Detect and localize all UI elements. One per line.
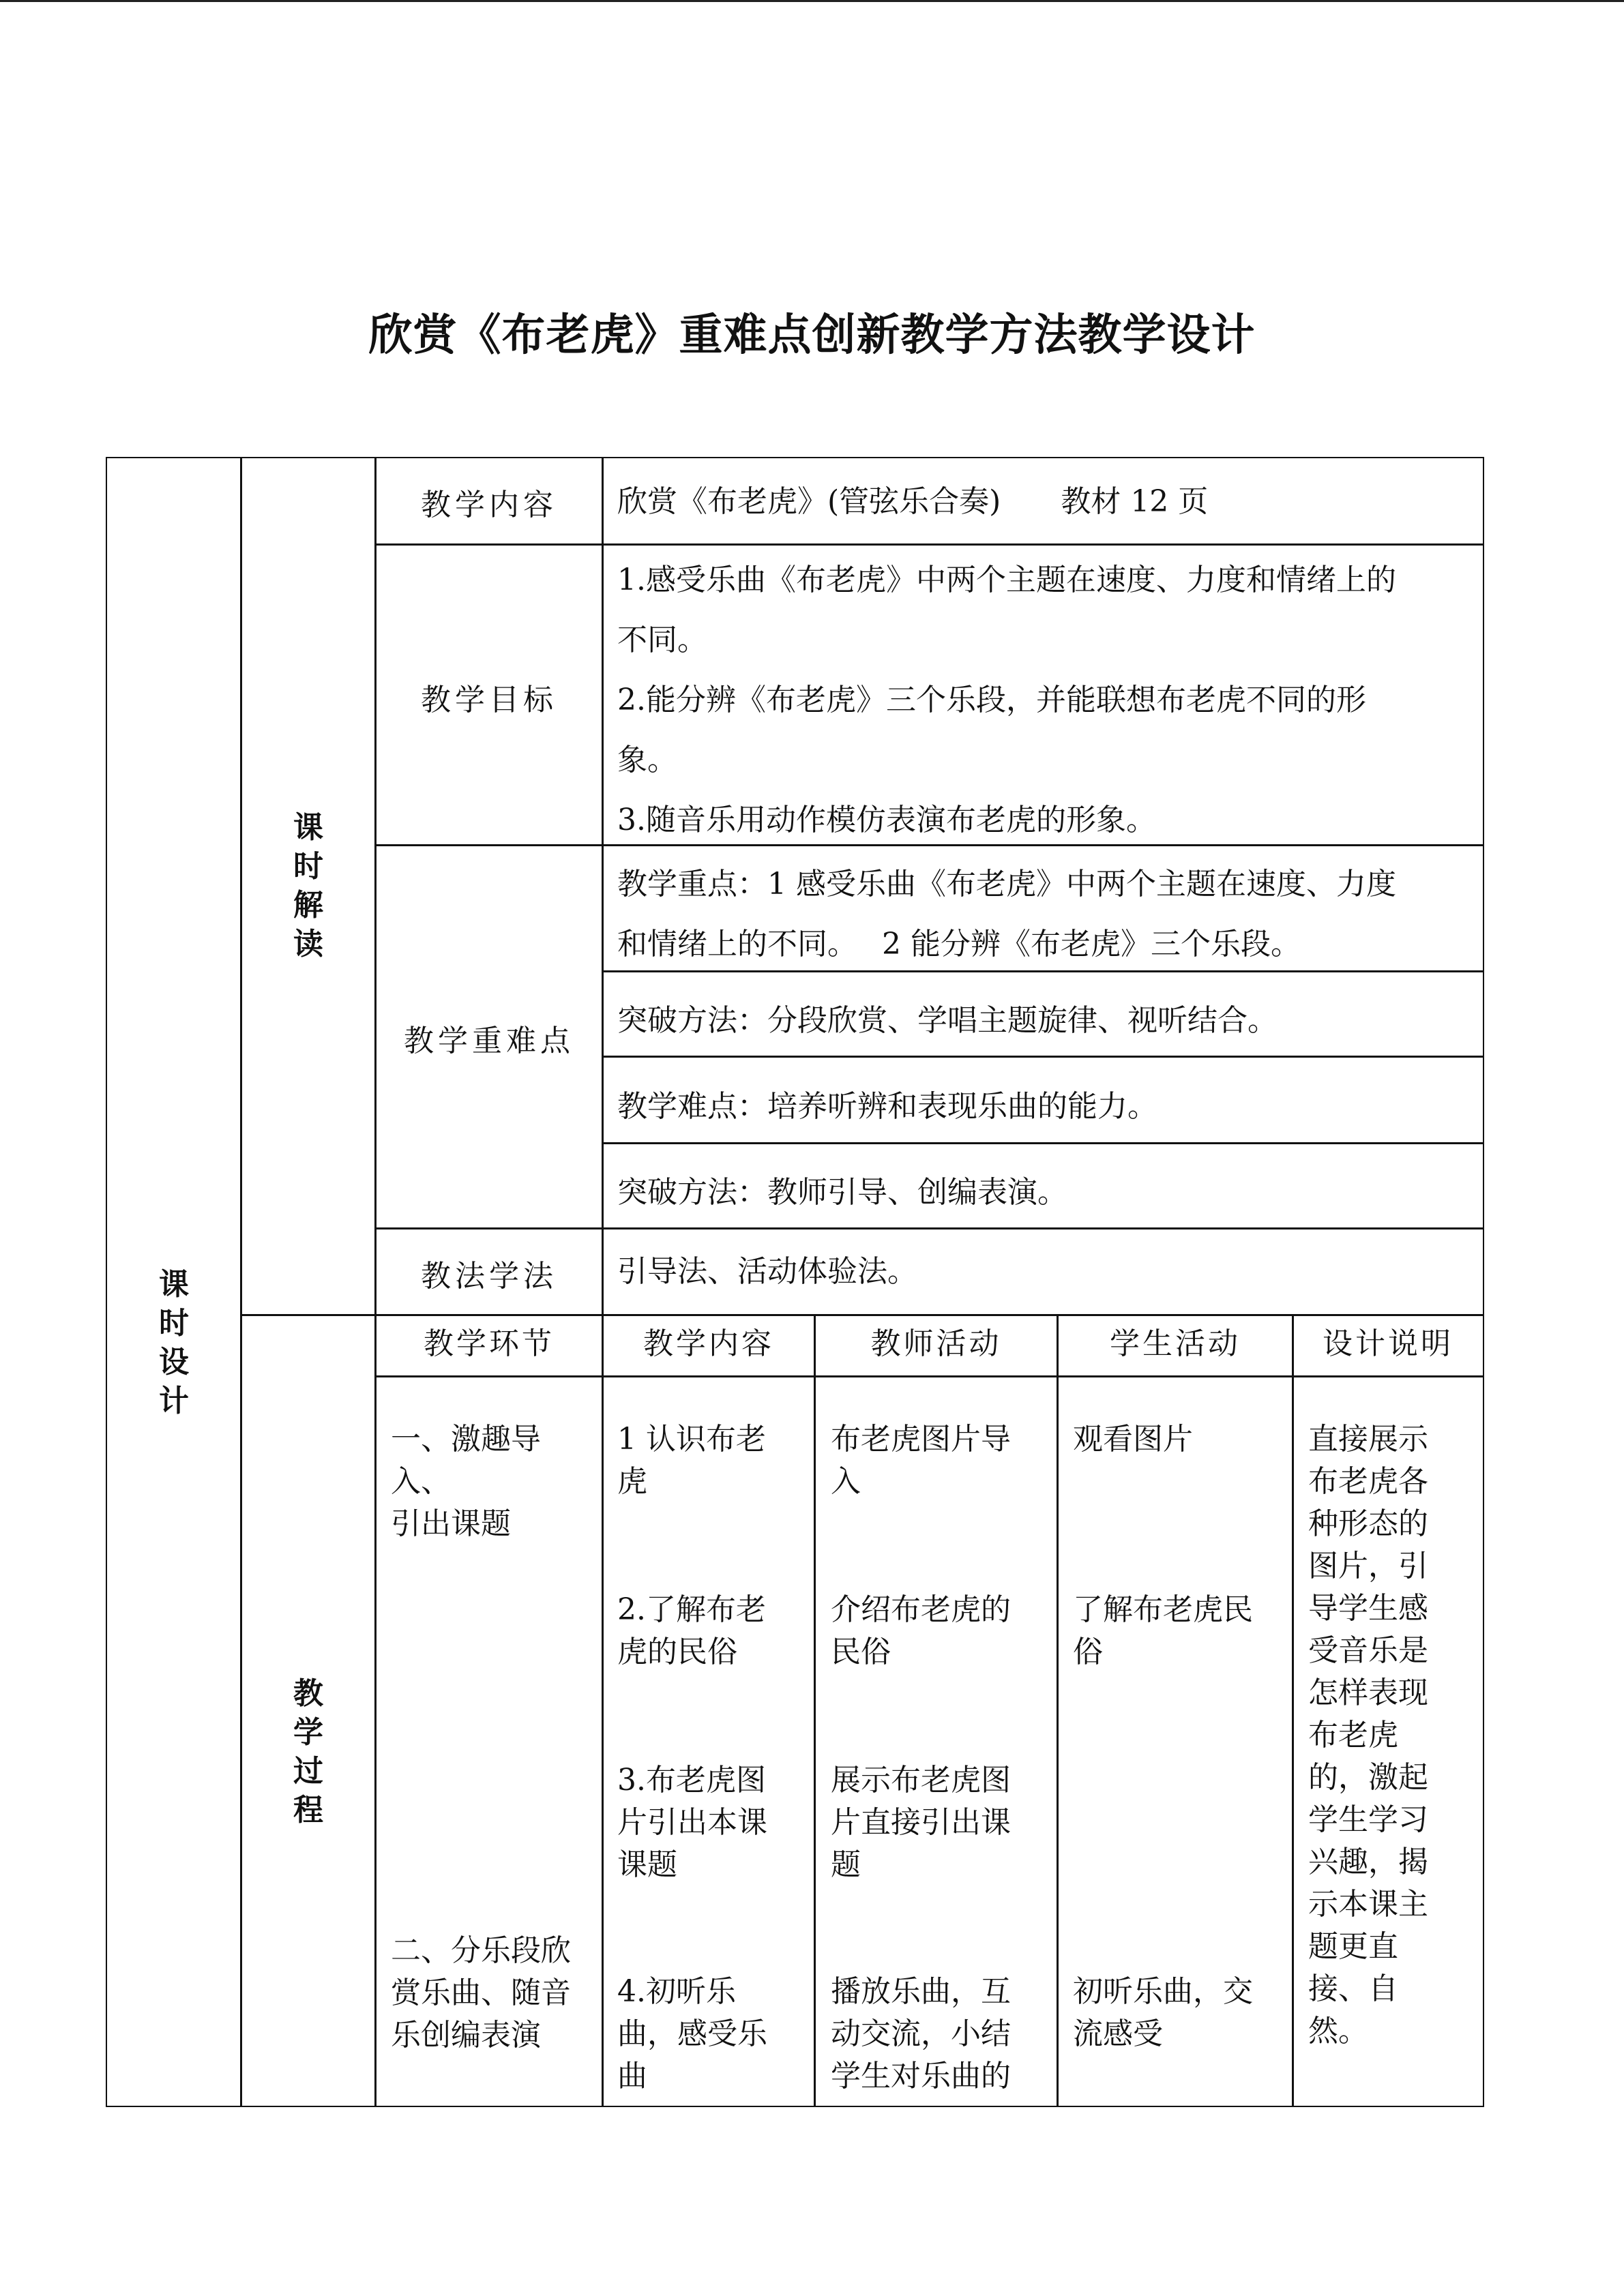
methods-label: 教法学法 (421, 1259, 557, 1294)
outer-section-label (157, 1265, 191, 1420)
item-content-line: 虎 (617, 1464, 647, 1499)
design-note-line: 图片，引 (1308, 1549, 1428, 1583)
item-student-line: 初听乐曲，交 (1073, 1974, 1253, 2009)
item-content-line: 1 认识布老 (617, 1422, 766, 1457)
design-note-line: 布老虎各 (1308, 1464, 1428, 1499)
header-stage: 教学环节 (424, 1326, 555, 1361)
header-design: 设计说明 (1323, 1326, 1453, 1361)
process-label-char: 教 (293, 1676, 323, 1711)
outer-label-char: 计 (159, 1384, 189, 1418)
design-note-line: 怎样表现 (1308, 1675, 1428, 1710)
interpret-label-char: 读 (293, 927, 323, 961)
outer-label-char: 设 (159, 1345, 189, 1380)
item-teacher-line: 布老虎图片导 (831, 1422, 1011, 1457)
item-content-line: 曲 (617, 2059, 647, 2093)
item-content-line: 2.了解布老 (617, 1592, 766, 1627)
design-note-line: 学生学习 (1308, 1802, 1428, 1837)
goal-line: 3.随音乐用动作模仿表演布老虎的形象。 (617, 803, 1156, 837)
item-teacher-line: 播放乐曲，互 (831, 1974, 1011, 2009)
design-note-line: 布老虎 (1308, 1718, 1398, 1753)
design-note-line: 种形态的 (1308, 1506, 1428, 1541)
header-teacher: 教师活动 (870, 1326, 1002, 1361)
item-content-line: 片引出本课 (617, 1805, 767, 1840)
focus-line: 和情绪上的不同。 2 能分辨《布老虎》三个乐段。 (617, 927, 1301, 961)
goal-line: 1.感受乐曲《布老虎》中两个主题在速度、力度和情绪上的 (617, 563, 1396, 597)
item-content-line: 曲，感受乐 (617, 2016, 767, 2051)
interpret-label-char: 解 (293, 888, 323, 923)
item-teacher-line: 介绍布老虎的 (831, 1592, 1011, 1627)
page-top-border (0, 0, 1624, 2)
goal-line: 不同。 (617, 623, 707, 657)
process-label-char: 过 (293, 1754, 323, 1789)
item-student-line: 了解布老虎民 (1073, 1592, 1253, 1627)
outer-label-char: 时 (159, 1306, 189, 1341)
difficulty: 教学难点：培养听辨和表现乐曲的能力。 (617, 1089, 1157, 1124)
item-content-line: 课题 (617, 1847, 677, 1882)
item-teacher-line: 民俗 (831, 1635, 891, 1669)
design-note-line: 兴趣，揭 (1308, 1845, 1428, 1879)
stage2-line: 二、分乐段欣 (391, 1933, 571, 1968)
document-title: 欣赏《布老虎》重难点创新教学方法教学设计 (368, 310, 1256, 361)
design-note-line: 导学生感 (1308, 1591, 1428, 1626)
item-student-line: 观看图片 (1073, 1422, 1193, 1457)
item-teacher-line: 展示布老虎图 (831, 1763, 1011, 1798)
stage1-line: 引出课题 (391, 1506, 511, 1541)
design-note-line: 然。 (1308, 2014, 1368, 2048)
design-note-line: 题更直 (1308, 1929, 1398, 1964)
item-teacher-line: 片直接引出课 (831, 1805, 1011, 1840)
goal-line: 象。 (617, 743, 677, 777)
design-note-line: 受音乐是 (1308, 1633, 1428, 1668)
item-student-line: 俗 (1073, 1635, 1103, 1669)
design-note-line: 示本课主 (1308, 1887, 1428, 1922)
stage1-line: 一、激趣导 (391, 1422, 541, 1457)
item-teacher-line: 入 (831, 1464, 861, 1499)
outer-label-char: 课 (159, 1267, 189, 1302)
process-section-label (291, 1674, 325, 1830)
keypoints-label: 教学重难点 (404, 1024, 574, 1058)
interpret-label-char: 课 (293, 810, 323, 845)
interpret-section-label (291, 808, 325, 964)
goal-line: 2.能分辨《布老虎》三个乐段，并能联想布老虎不同的形 (617, 683, 1366, 717)
content-label: 教学内容 (421, 488, 557, 522)
focus-line: 教学重点：1 感受乐曲《布老虎》中两个主题在速度、力度 (617, 867, 1396, 901)
item-teacher-line: 学生对乐曲的 (831, 2059, 1011, 2093)
stage2-line: 赏乐曲、随音 (391, 1976, 571, 2010)
stage2-line: 乐创编表演 (391, 2018, 541, 2053)
item-content-line: 3.布老虎图 (617, 1763, 766, 1798)
item-teacher-line: 题 (831, 1847, 861, 1882)
item-content-line: 虎的民俗 (617, 1635, 737, 1669)
methods-value: 引导法、活动体验法。 (617, 1254, 917, 1289)
process-label-char: 程 (293, 1793, 323, 1828)
design-note-line: 直接展示 (1308, 1422, 1428, 1457)
goals-label: 教学目标 (421, 683, 557, 717)
item-teacher-line: 动交流，小结 (831, 2016, 1011, 2051)
focus-method: 突破方法：分段欣赏、学唱主题旋律、视听结合。 (617, 1003, 1278, 1038)
item-student-line: 流感受 (1073, 2016, 1163, 2051)
content-value: 欣赏《布老虎》(管弦乐合奏) 教材 12 页 (617, 484, 1209, 519)
design-note-line: 接、自 (1308, 1971, 1398, 2006)
interpret-label-char: 时 (293, 849, 323, 884)
difficulty-method: 突破方法：教师引导、创编表演。 (617, 1175, 1067, 1210)
design-note-line: 的，激起 (1308, 1760, 1428, 1795)
process-label-char: 学 (293, 1715, 323, 1750)
header-content: 教学内容 (643, 1326, 774, 1361)
header-student: 学生活动 (1110, 1326, 1241, 1361)
item-content-line: 4.初听乐 (617, 1974, 736, 2009)
stage1-line: 入、 (391, 1464, 451, 1499)
